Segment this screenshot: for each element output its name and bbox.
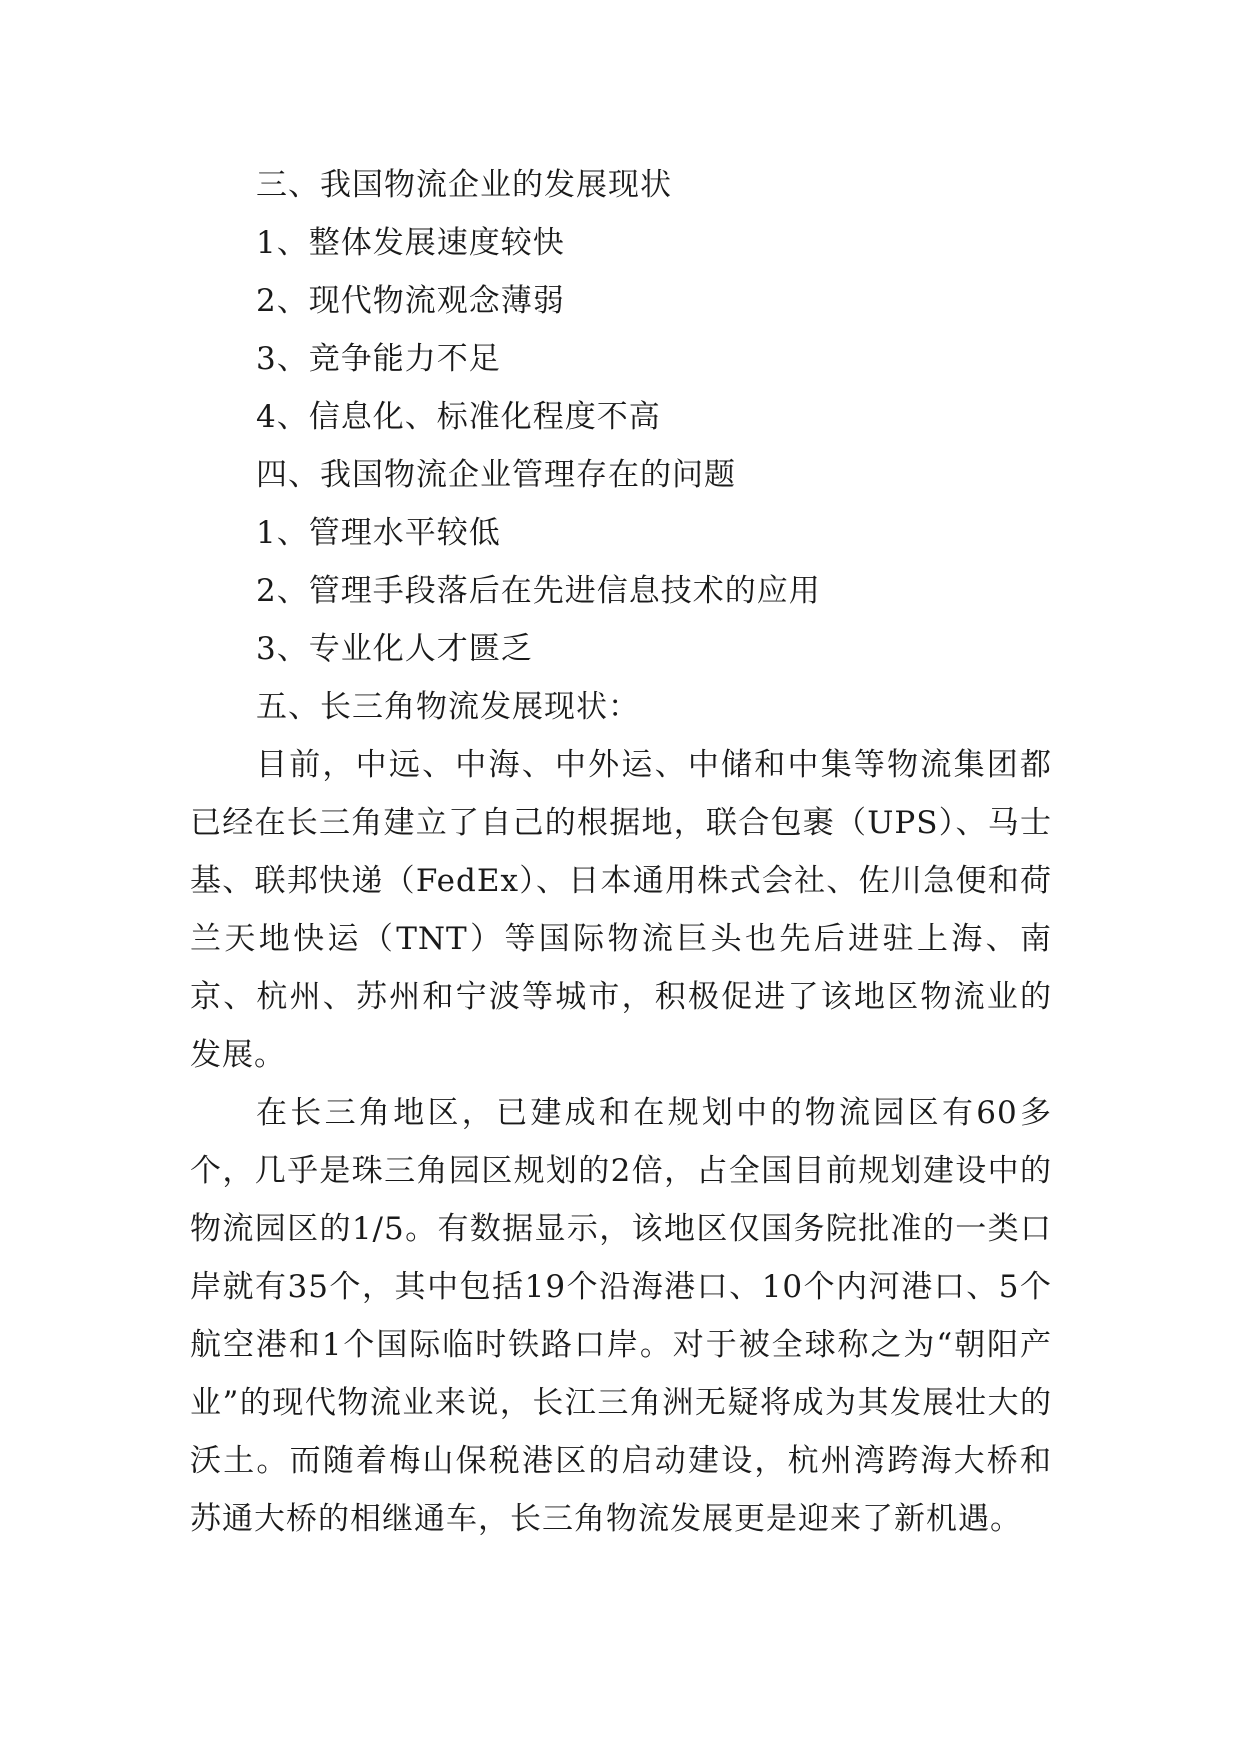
document-body — [190, 156, 1052, 1548]
list-item-3-2: 2、现代物流观念薄弱 — [256, 283, 565, 319]
body-paragraph-1: 目前，中远、中海、中外运、中储和中集等物流集团都已经在长三角建立了自己的根据地，联合包裹（UPS）、马士基、联邦快递（FedEx）、日本通用株式会社、佐川急便和荷兰天地快运（TNT）等国际物流巨头也先后进驻上海、南京、杭州、苏州和宁波等城市，积极促进了该地区物流业的发展。 — [190, 747, 1052, 1073]
list-item-3-4: 4、信息化、标准化程度不高 — [256, 399, 661, 435]
section-heading-5: 五、长三角物流发展现状： — [256, 689, 640, 725]
list-item-4-3: 3、专业化人才匮乏 — [256, 631, 533, 667]
section-heading-4: 四、我国物流企业管理存在的问题 — [256, 457, 736, 493]
list-item-3-3: 3、竞争能力不足 — [256, 341, 501, 377]
list-item-4-2: 2、管理手段落后在先进信息技术的应用 — [256, 573, 821, 609]
list-item-4-1: 1、管理水平较低 — [256, 515, 501, 551]
list-item-3-1: 1、整体发展速度较快 — [256, 225, 565, 261]
body-paragraph-2: 在长三角地区，已建成和在规划中的物流园区有60多个，几乎是珠三角园区规划的2倍，占全国目前规划建设中的物流园区的1/5。有数据显示，该地区仅国务院批准的一类口岸就有35个，其中包括19个沿海港口、10个内河港口、5个航空港和1个国际临时铁路口岸。对于被全球称之为“朝阳产业”的现代物流业来说，长江三角洲无疑将成为其发展壮大的沃土。而随着梅山保税港区的启动建设，杭州湾跨海大桥和苏通大桥的相继通车，长三角物流发展更是迎来了新机遇。 — [190, 1095, 1052, 1537]
section-heading-3: 三、我国物流企业的发展现状 — [256, 167, 672, 203]
